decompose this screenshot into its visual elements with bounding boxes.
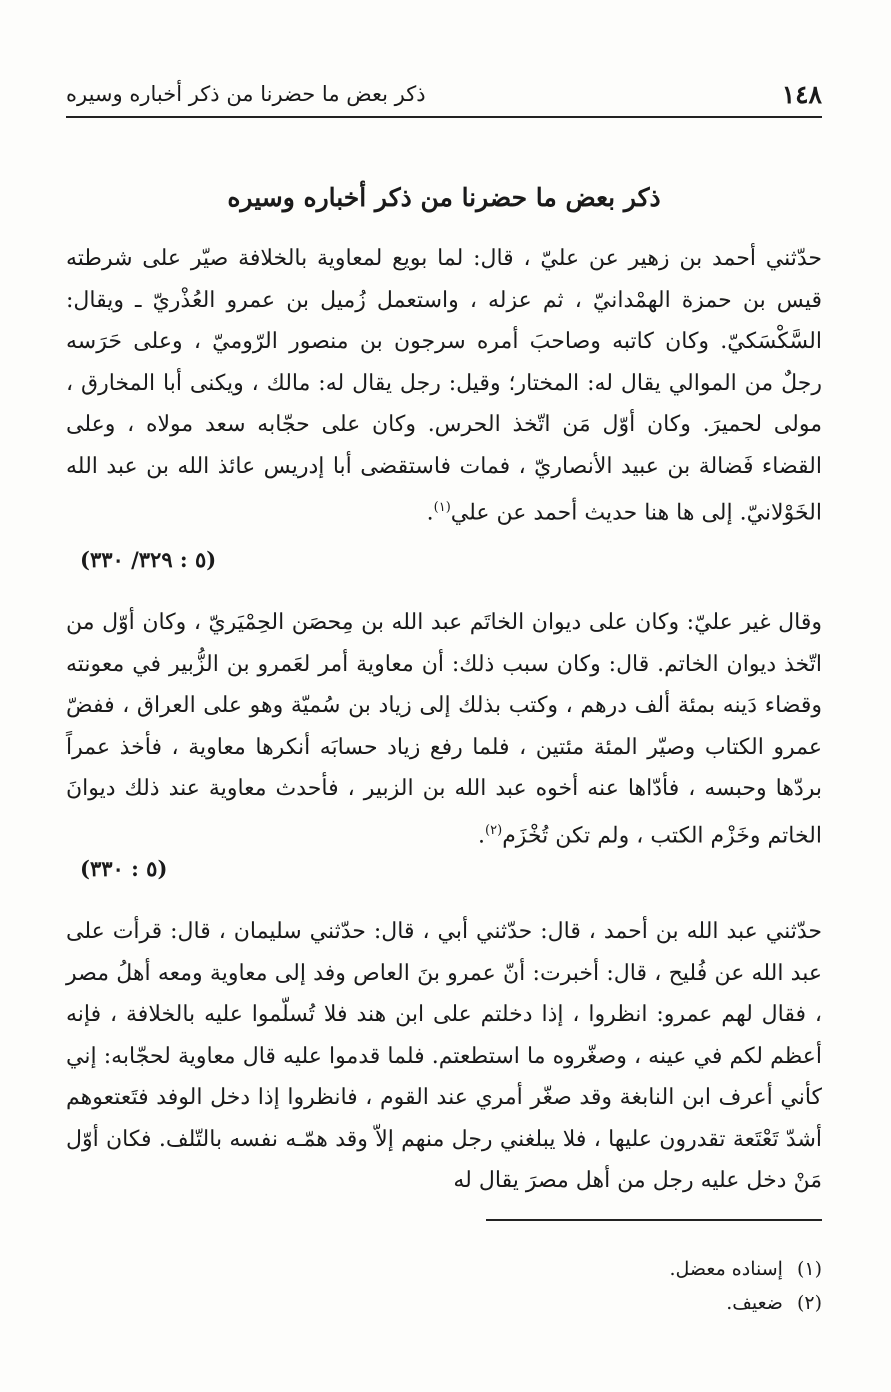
paragraph-3 (66, 911, 822, 1202)
source-reference-1: (٥ : ٣٢٩/ ٣٣٠) (80, 547, 217, 572)
footnote-2 (460, 1286, 822, 1320)
paragraph-1 (66, 238, 822, 534)
footnote-number: (٢) (796, 1292, 822, 1314)
footnote-text: إسناده معضل. (669, 1258, 783, 1280)
page-header (66, 72, 822, 118)
paragraph-1-end: . (426, 500, 434, 526)
footnote-marker-2: (٢) (485, 822, 503, 838)
footnote-divider (486, 1219, 822, 1221)
footnote-text: ضعيف. (726, 1292, 783, 1314)
paragraph-2-text: وقال غير عليّ: وكان على ديوان الخاتَم عبد الله بن مِحصَن الحِمْيَريّ ، وكان أوّل من اتّخذ ديوان الخاتم. قال: وكان سبب ذلك: أن معاوية أمر لعَمرو بن الزُّبير في معونته وقضاء دَينه بمئة ألف درهم ، وكتب بذلك إلى زياد بن سُميّة وهو على العراق ، ففضّ عمرو الكتاب وصيّر المئة مئتين ، فلما رفع زياد حسابَه أنكرها معاوية ، فأخذ عمراً بردّها وحبسه ، فأدّاها عنه أخوه عبد الله بن الزبير ، فأحدث معاوية عند ذلك ديوانَ الخاتم وخَزْم الكتب ، ولم تكن تُخْزَم (66, 610, 822, 848)
footnote-1 (460, 1252, 822, 1286)
footnote-marker-1: (١) (433, 500, 451, 515)
page-number: ١٤٨ (781, 79, 822, 109)
paragraph-1-text: حدّثني أحمد بن زهير عن عليّ ، قال: لما بويع لمعاوية بالخلافة صيّر على شرطته قيس بن حمزة الهمْدانيّ ، ثم عزله ، واستعمل زُميل بن عمرو العُذْريّ ـ ويقال: السَّكْسَكيّ. وكان كاتبه وصاحبَ أمره سرجون بن منصور الرّوميّ ، وعلى حَرَسه رجلٌ من الموالي يقال له: المختار؛ وقيل: رجل يقال له: مالك ، ويكنى أبا المخارق ، مولى لحميرَ. وكان أوّل مَن اتّخذ الحرس. وكان على حجّابه سعد مولاه ، وعلى القضاء فَضالة بن عبيد الأنصاريّ ، فمات فاستقضى أبا إدريس عائذ الله بن عبد الله الخَوْلانيّ. إلى ها هنا حديث أحمد عن علي (66, 246, 822, 526)
running-title: ذكر بعض ما حضرنا من ذكر أخباره وسيره (66, 82, 426, 106)
source-reference-2: (٥ : ٣٣٠) (80, 856, 168, 881)
section-title: ذكر بعض ما حضرنا من ذكر أخباره وسيره (227, 183, 661, 212)
paragraph-2-end: . (478, 822, 486, 848)
footnote-number: (١) (796, 1258, 822, 1280)
paragraph-3-text: حدّثني عبد الله بن أحمد ، قال: حدّثني أبي ، قال: حدّثني سليمان ، قال: قرأت على عبد الله عن فُليح ، قال: أخبرت: أنّ عمرو بنَ العاص وفد إلى معاوية ومعه أهلُ مصر ، فقال لهم عمرو: انظروا ، إذا دخلتم على ابن هند فلا تُسلّموا عليه بالخلافة ، فإنه أعظم لكم في عينه ، وصغّروه ما استطعتم. فلما قدموا عليه قال معاوية لحجّابه: إني كأني أعرف ابن النابغة وقد صغّر أمري عند القوم ، فانظروا إذا دخل الوفد فتَعتعوهم أشدّ تَعْتَعة تقدرون عليها ، فلا يبلغني رجل منهم إلاّ وقد همّـه نفسه بالتّلف. فكان أوّل مَنْ دخل عليه رجل من أهل مصرَ يقال له (66, 919, 822, 1193)
footnotes (460, 1252, 822, 1320)
paragraph-2 (66, 602, 822, 856)
